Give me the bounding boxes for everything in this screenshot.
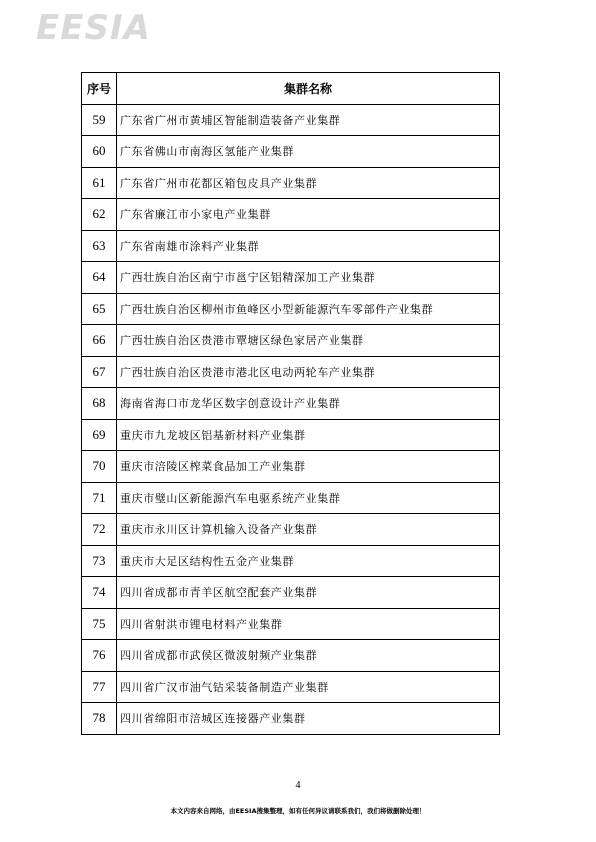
table-row xyxy=(82,545,500,577)
table-row xyxy=(82,577,500,609)
row-number: 67 xyxy=(82,356,117,388)
table-row xyxy=(82,167,500,199)
row-cluster-name: 四川省成都市青羊区航空配套产业集群 xyxy=(117,577,500,609)
page-number: 4 xyxy=(295,780,301,791)
row-number: 75 xyxy=(82,608,117,640)
row-number: 66 xyxy=(82,325,117,357)
row-cluster-name: 四川省绵阳市涪城区连接器产业集群 xyxy=(117,703,500,735)
row-number: 70 xyxy=(82,451,117,483)
row-number: 65 xyxy=(82,293,117,325)
table-row xyxy=(82,608,500,640)
table-row xyxy=(82,262,500,294)
cluster-table xyxy=(81,72,500,735)
row-cluster-name: 重庆市璧山区新能源汽车电驱系统产业集群 xyxy=(117,482,500,514)
row-cluster-name: 广东省南雄市涂料产业集群 xyxy=(117,230,500,262)
eesia-logo: EESIA xyxy=(36,8,151,48)
header-name: 集群名称 xyxy=(117,73,500,105)
row-cluster-name: 广西壮族自治区柳州市鱼峰区小型新能源汽车零部件产业集群 xyxy=(117,293,500,325)
row-cluster-name: 重庆市大足区结构性五金产业集群 xyxy=(117,545,500,577)
table-row xyxy=(82,451,500,483)
table-row xyxy=(82,640,500,672)
row-number: 61 xyxy=(82,167,117,199)
row-cluster-name: 广东省广州市花都区箱包皮具产业集群 xyxy=(117,167,500,199)
header-number: 序号 xyxy=(82,73,117,105)
row-cluster-name: 广西壮族自治区南宁市邕宁区铝精深加工产业集群 xyxy=(117,262,500,294)
row-cluster-name: 广东省廉江市小家电产业集群 xyxy=(117,199,500,231)
table-row xyxy=(82,136,500,168)
row-cluster-name: 重庆市涪陵区榨菜食品加工产业集群 xyxy=(117,451,500,483)
row-number: 62 xyxy=(82,199,117,231)
row-number: 78 xyxy=(82,703,117,735)
row-cluster-name: 四川省射洪市锂电材料产业集群 xyxy=(117,608,500,640)
row-number: 69 xyxy=(82,419,117,451)
row-cluster-name: 四川省广汉市油气钻采装备制造产业集群 xyxy=(117,671,500,703)
row-cluster-name: 四川省成都市武侯区微波射频产业集群 xyxy=(117,640,500,672)
table-row xyxy=(82,514,500,546)
row-number: 76 xyxy=(82,640,117,672)
row-cluster-name: 广东省佛山市南海区氢能产业集群 xyxy=(117,136,500,168)
row-number: 71 xyxy=(82,482,117,514)
row-cluster-name: 广西壮族自治区贵港市港北区电动两轮车产业集群 xyxy=(117,356,500,388)
row-number: 60 xyxy=(82,136,117,168)
table-header-row xyxy=(82,73,500,105)
table-row xyxy=(82,703,500,735)
table-row xyxy=(82,419,500,451)
table-row xyxy=(82,482,500,514)
table-row xyxy=(82,356,500,388)
row-cluster-name: 海南省海口市龙华区数字创意设计产业集群 xyxy=(117,388,500,420)
row-number: 74 xyxy=(82,577,117,609)
row-number: 59 xyxy=(82,104,117,136)
table-row xyxy=(82,388,500,420)
row-number: 73 xyxy=(82,545,117,577)
table-row xyxy=(82,671,500,703)
row-cluster-name: 重庆市九龙坡区铝基新材料产业集群 xyxy=(117,419,500,451)
table-row xyxy=(82,230,500,262)
row-number: 64 xyxy=(82,262,117,294)
table-row xyxy=(82,104,500,136)
table-row xyxy=(82,293,500,325)
row-number: 72 xyxy=(82,514,117,546)
footer-disclaimer: 本文内容来自网络，由EESIA搜集整理，如有任何异议请联系我们，我们将做删除处理！ xyxy=(170,807,426,815)
row-cluster-name: 重庆市永川区计算机输入设备产业集群 xyxy=(117,514,500,546)
row-cluster-name: 广东省广州市黄埔区智能制造装备产业集群 xyxy=(117,104,500,136)
table-row xyxy=(82,199,500,231)
row-number: 63 xyxy=(82,230,117,262)
row-number: 77 xyxy=(82,671,117,703)
row-number: 68 xyxy=(82,388,117,420)
row-cluster-name: 广西壮族自治区贵港市覃塘区绿色家居产业集群 xyxy=(117,325,500,357)
table-row xyxy=(82,325,500,357)
